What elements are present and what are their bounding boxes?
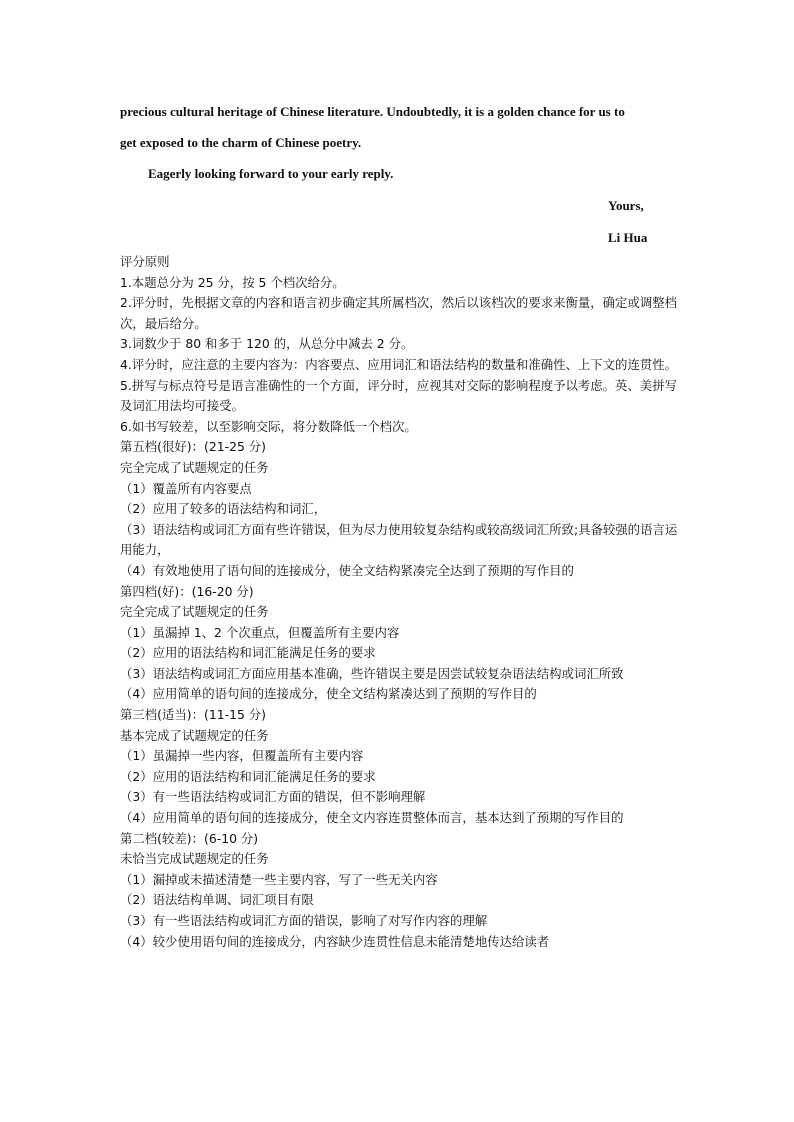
- tier-item: （3）语法结构或词汇方面有些许错误，但为尽力使用较复杂结构或较高级词汇所致;具备较强的语言运用能力，: [120, 521, 678, 558]
- tier-item: （1）漏掉或未描述清楚一些主要内容，写了一些无关内容: [120, 871, 438, 887]
- tier-title: 第三档(适当)：(11-15 分): [120, 707, 267, 723]
- rubric-principle: 6.如书写较差，以至影响交际，将分数降低一个档次。: [120, 418, 417, 434]
- tier-item: （4）有效地使用了语句间的连接成分，使全文结构紧凑完全达到了预期的写作目的: [120, 562, 574, 578]
- tier-summary: 未恰当完成试题规定的任务: [120, 851, 269, 867]
- rubric-principle: 2.评分时，先根据文章的内容和语言初步确定其所属档次，然后以该档次的要求来衡量，确定或调整档次，最后给分。: [120, 295, 678, 331]
- tier-summary: 基本完成了试题规定的任务: [120, 727, 269, 743]
- rubric-principle: 5.拼写与标点符号是语言准确性的一个方面，评分时，应视其对交际的影响程度予以考虑。英、美拼写及词汇用法均可接受。: [120, 377, 678, 414]
- letter-signature: Li Hua: [608, 230, 648, 245]
- letter-line-2: get exposed to the charm of Chinese poetry.: [120, 135, 362, 150]
- tier-item: （4）应用简单的语句间的连接成分，使全文内容连贯整体而言，基本达到了预期的写作目的: [120, 810, 624, 826]
- tier-item: （3）有一些语法结构或词汇方面的错误，但不影响理解: [120, 789, 426, 805]
- tier-summary: 完全完成了试题规定的任务: [120, 604, 269, 620]
- rubric-principle: 1.本题总分为 25 分，按 5 个档次给分。: [120, 274, 345, 290]
- tier-item: （2）应用的语法结构和词汇能满足任务的要求: [120, 768, 376, 784]
- tier-item: （1）覆盖所有内容要点: [120, 480, 252, 496]
- letter-closing-line: Eagerly looking forward to your early reply.: [148, 166, 394, 181]
- tier-item: （3）语法结构或词汇方面应用基本准确，些许错误主要是因尝试较复杂语法结构或词汇所致: [120, 665, 624, 681]
- tier-item: （1）虽漏掉一些内容，但覆盖所有主要内容: [120, 748, 364, 764]
- tier-item: （2）应用了较多的语法结构和词汇，: [120, 501, 327, 517]
- tier-item: （3）有一些语法结构或词汇方面的错误，影响了对写作内容的理解: [120, 913, 488, 928]
- rubric-principle: 3.词数少于 80 和多于 120 的，从总分中减去 2 分。: [120, 336, 414, 352]
- tier-summary: 完全完成了试题规定的任务: [120, 459, 269, 475]
- tier-title: 第二档(较差)：(6-10 分): [120, 830, 259, 846]
- tier-item: （2）语法结构单调、词汇项目有限: [120, 892, 314, 908]
- tier-item: （1）虽漏掉 1、2 个次重点，但覆盖所有主要内容: [120, 624, 400, 640]
- rubric-principle: 4.评分时，应注意的主要内容为：内容要点、应用词汇和语法结构的数量和准确性、上下文的连贯性。: [120, 356, 678, 372]
- scoring-rubric: [120, 252, 680, 952]
- tier-item: （4）应用简单的语句间的连接成分，使全文结构紧凑达到了预期的写作目的: [120, 686, 537, 702]
- tier-item: （4）较少使用语句间的连接成分，内容缺少连贯性信息未能清楚地传达给读者: [120, 933, 550, 949]
- tier-title: 第五档(很好)：(21-25 分): [120, 439, 267, 455]
- rubric-heading: 评分原则: [120, 254, 170, 269]
- tier-title: 第四档(好)：(16-20 分): [120, 583, 254, 599]
- letter-sign-off: Yours,: [608, 198, 644, 213]
- letter-line-1: precious cultural heritage of Chinese literature. Undoubtedly, it is a golden chance for us to: [120, 104, 625, 119]
- tier-item: （2）应用的语法结构和词汇能满足任务的要求: [120, 645, 376, 661]
